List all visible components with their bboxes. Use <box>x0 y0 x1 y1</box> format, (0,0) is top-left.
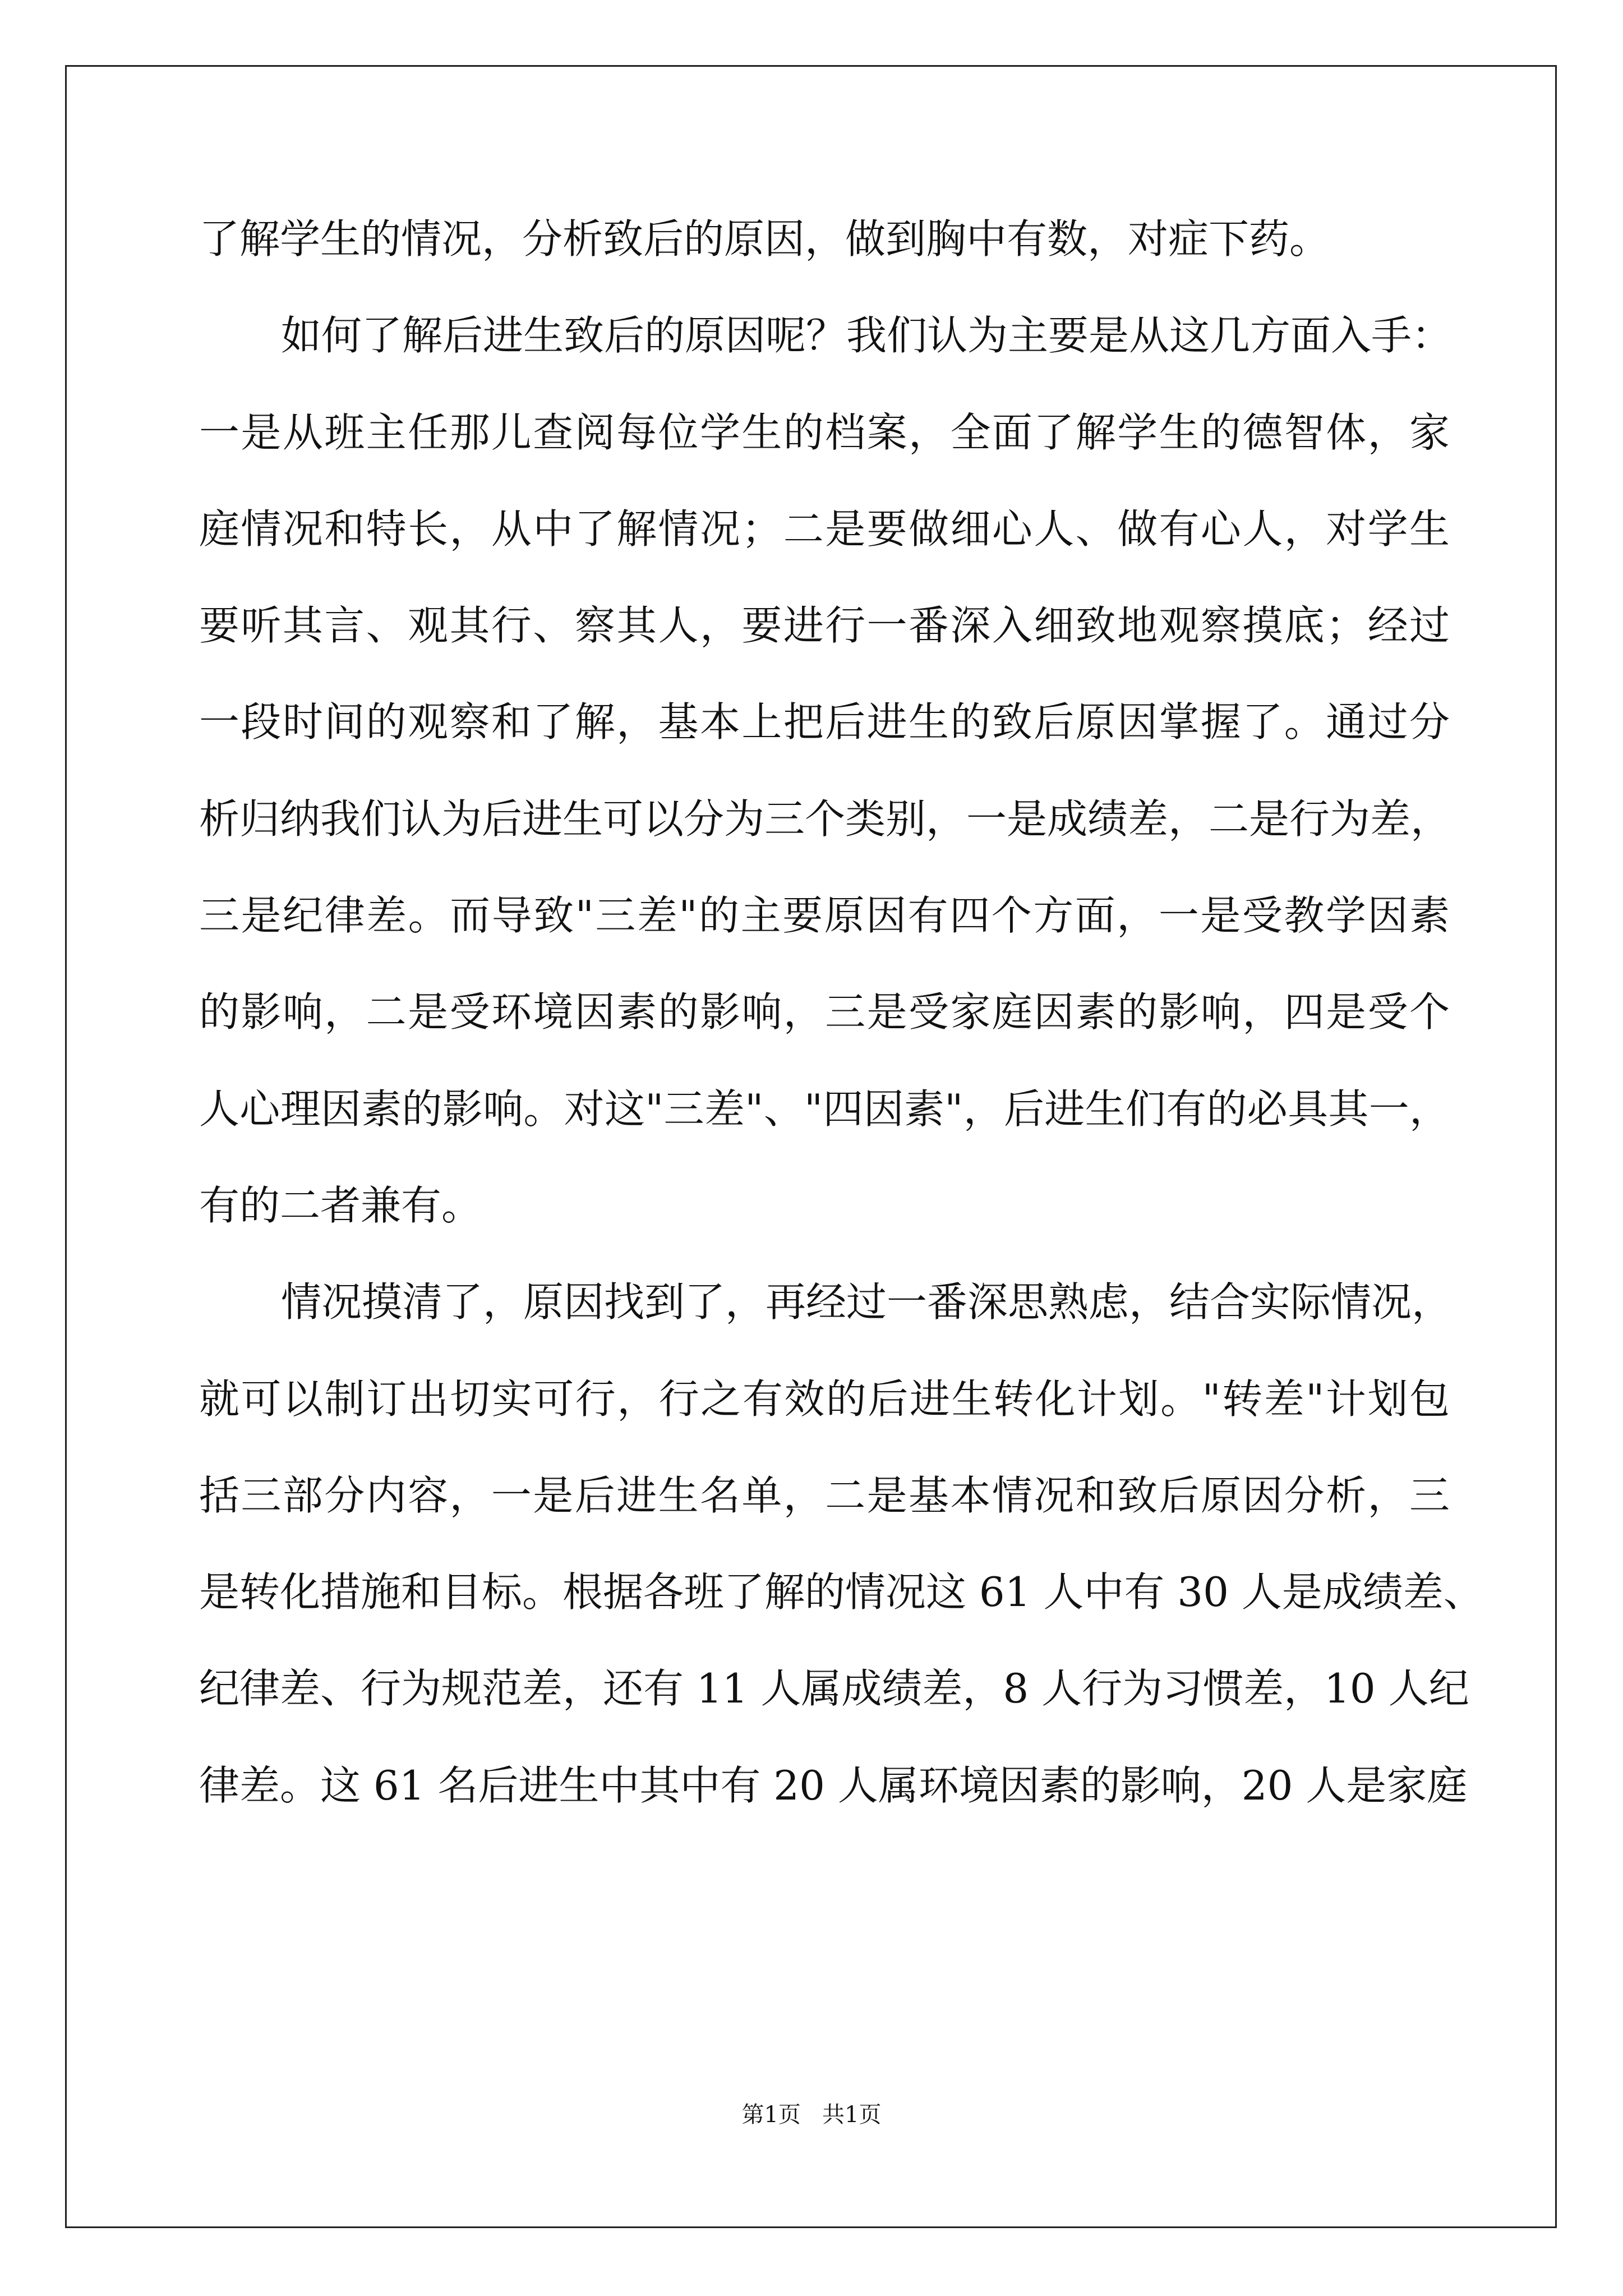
text-line: 就可以制订出切实可行，行之有效的后进生转化计划。"转差"计划包 <box>199 1375 1450 1423</box>
text-line: 三是纪律差。而导致"三差"的主要原因有四个方面，一是受教学因素 <box>199 892 1450 940</box>
text-line: 一段时间的观察和了解，基本上把后进生的致后原因掌握了。通过分 <box>199 698 1450 746</box>
page-footer: 第1页 共1页 <box>741 2102 882 2128</box>
text-line: 是转化措施和目标。根据各班了解的情况这 61 人中有 30 人是成绩差、 <box>199 1568 1484 1616</box>
text-line: 如何了解后进生致后的原因呢？我们认为主要是从这几方面入手： <box>281 312 1453 360</box>
document-body <box>199 191 1484 1834</box>
text-line: 括三部分内容，一是后进生名单，二是基本情况和致后原因分析，三 <box>199 1471 1450 1519</box>
text-line: 律差。这 61 名后进生中其中有 20 人属环境因素的影响，20 人是家庭 <box>199 1761 1468 1809</box>
text-line: 析归纳我们认为后进生可以分为三个类别，一是成绩差，二是行为差， <box>199 795 1451 843</box>
text-line: 纪律差、行为规范差，还有 11 人属成绩差，8 人行为习惯差，10 人纪 <box>199 1665 1469 1713</box>
text-line: 了解学生的情况，分析致后的原因，做到胸中有数，对症下药。 <box>199 215 1330 263</box>
text-line: 人心理因素的影响。对这"三差"、"四因素"，后进生们有的必具其一， <box>199 1085 1450 1133</box>
text-line: 庭情况和特长，从中了解情况；二是要做细心人、做有心人，对学生 <box>199 505 1450 553</box>
text-line: 一是从班主任那儿查阅每位学生的档案，全面了解学生的德智体，家 <box>199 408 1450 456</box>
text-line: 情况摸清了，原因找到了，再经过一番深思熟虑，结合实际情况， <box>281 1278 1453 1326</box>
text-line: 要听其言、观其行、察其人，要进行一番深入细致地观察摸底；经过 <box>199 602 1450 650</box>
text-line: 有的二者兼有。 <box>199 1181 482 1229</box>
text-line: 的影响，二是受环境因素的影响，三是受家庭因素的影响，四是受个 <box>199 988 1450 1036</box>
